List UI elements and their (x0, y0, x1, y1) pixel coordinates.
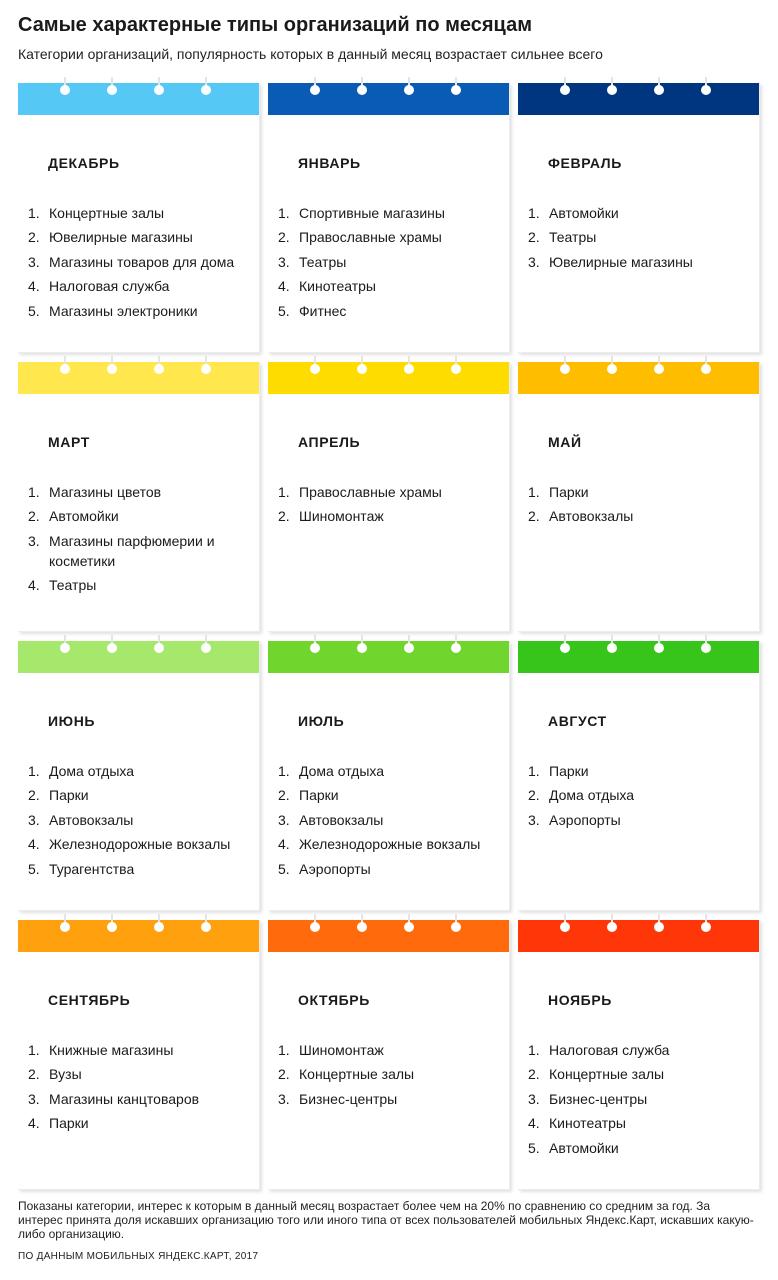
list-item-number: 4. (278, 836, 290, 853)
calendar-ring-icon (607, 356, 617, 376)
list-item-label: Парки (549, 484, 589, 500)
calendar-ring-icon (654, 635, 664, 655)
category-list (278, 482, 503, 531)
list-item-number: 2. (28, 229, 40, 246)
calendar-ring-icon (107, 914, 117, 934)
list-item-label: Ювелирные магазины (49, 229, 193, 246)
calendar-ring-icon (60, 635, 70, 655)
category-list (278, 1040, 503, 1113)
calendar-ring-icon (560, 77, 570, 97)
list-item-number: 2. (278, 229, 290, 246)
list-item-label: Автовокзалы (299, 811, 384, 828)
list-item (278, 761, 503, 781)
list-item (528, 785, 753, 805)
list-item-number: 4. (28, 278, 40, 295)
list-item (528, 506, 753, 526)
month-card (268, 641, 510, 911)
calendar-ring-icon (357, 914, 367, 934)
calendar-ring-icon (404, 914, 414, 934)
list-item-label: Парки (549, 763, 589, 779)
list-item-number: 1. (528, 1042, 540, 1058)
list-item (278, 301, 503, 321)
list-item-number: 1. (278, 205, 290, 221)
list-item-label: Аэропорты (549, 811, 621, 828)
calendar-ring-icon (107, 77, 117, 97)
category-list (28, 761, 253, 883)
list-item-label: Дома отдыха (49, 763, 135, 779)
page-subtitle: Категории организаций, популярность которых в данный месяц возрастает сильнее всего (18, 46, 603, 62)
month-color-band (518, 362, 759, 394)
month-color-band (268, 920, 509, 952)
category-list (528, 761, 753, 834)
calendar-ring-icon (560, 356, 570, 376)
month-color-band (518, 920, 759, 952)
list-item (278, 859, 503, 879)
list-item-number: 2. (278, 1066, 290, 1083)
list-item-label: Кинотеатры (549, 1115, 626, 1132)
list-item-number: 2. (28, 787, 40, 804)
list-item (278, 834, 503, 854)
month-card (18, 920, 260, 1190)
calendar-ring-icon (560, 914, 570, 934)
list-item-number: 5. (528, 1139, 540, 1156)
calendar-ring-icon (701, 356, 711, 376)
list-item-number: 1. (28, 205, 40, 221)
list-item-number: 3. (278, 253, 290, 270)
month-card (18, 641, 260, 911)
month-color-band (268, 641, 509, 673)
list-item (528, 203, 753, 223)
list-item-label: Концертные залы (49, 205, 165, 221)
month-color-band (518, 641, 759, 673)
list-item-number: 1. (278, 763, 290, 779)
page-title: Самые характерные типы организаций по месяцам (18, 14, 533, 36)
calendar-ring-icon (310, 914, 320, 934)
list-item (28, 482, 253, 502)
list-item-number: 3. (28, 532, 40, 549)
list-item-label: Магазины цветов (49, 484, 162, 500)
list-item (28, 1113, 253, 1133)
list-item-label: Налоговая служба (549, 1042, 670, 1058)
list-item-label: Автомойки (549, 1139, 619, 1156)
list-item (28, 252, 253, 272)
list-item-number: 1. (528, 205, 540, 221)
month-card (518, 920, 760, 1190)
list-item-number: 2. (528, 508, 540, 525)
calendar-ring-icon (310, 635, 320, 655)
calendar-ring-icon (201, 914, 211, 934)
calendar-ring-icon (154, 635, 164, 655)
list-item (278, 1064, 503, 1084)
list-item (528, 1064, 753, 1084)
month-name: СЕНТЯБРЬ (48, 992, 131, 1008)
calendar-ring-icon (60, 914, 70, 934)
month-name: МАЙ (548, 434, 582, 450)
list-item-number: 4. (28, 836, 40, 853)
month-color-band (268, 362, 509, 394)
list-item-label: Кинотеатры (299, 278, 376, 295)
list-item-number: 5. (28, 860, 40, 877)
month-card (18, 362, 260, 632)
list-item (278, 227, 503, 247)
list-item-label: Магазины канцтоваров (49, 1090, 200, 1107)
calendar-ring-icon (201, 635, 211, 655)
list-item (28, 1040, 253, 1060)
list-item-label: Книжные магазины (49, 1042, 174, 1058)
list-item (28, 1064, 253, 1084)
month-name: ФЕВРАЛЬ (548, 155, 622, 171)
list-item-number: 1. (278, 484, 290, 500)
list-item-label: Театры (549, 229, 597, 246)
list-item-number: 2. (528, 787, 540, 804)
month-name: ЯНВАРЬ (298, 155, 361, 171)
calendar-grid (18, 83, 760, 1190)
list-item-label: Парки (49, 1115, 89, 1132)
month-color-band (518, 83, 759, 115)
list-item-number: 3. (28, 1090, 40, 1107)
list-item-label: Спортивные магазины (299, 205, 445, 221)
month-name: ИЮНЬ (48, 713, 96, 729)
list-item-label: Бизнес-центры (299, 1090, 398, 1107)
list-item-number: 3. (28, 253, 40, 270)
footnote: Показаны категории, интерес к которым в данный месяц возрастает более чем на 20% по сравнению со средним за год. За интерес принята доля искавших организацию того или иного типа от всех пользователей мобильных Яндекс.Карт, искавших какую-либо организацию. (18, 1199, 754, 1241)
calendar-ring-icon (154, 356, 164, 376)
list-item-number: 2. (528, 229, 540, 246)
month-name: НОЯБРЬ (548, 992, 612, 1008)
list-item (278, 506, 503, 526)
list-item (528, 1113, 753, 1133)
category-list (528, 482, 753, 531)
list-item (278, 276, 503, 296)
calendar-ring-icon (654, 914, 664, 934)
list-item (528, 482, 753, 502)
list-item-label: Ювелирные магазины (549, 253, 693, 270)
list-item-label: Парки (299, 787, 339, 804)
calendar-ring-icon (607, 635, 617, 655)
list-item (28, 761, 253, 781)
calendar-ring-icon (201, 356, 211, 376)
month-name: МАРТ (48, 434, 90, 450)
list-item-number: 1. (528, 763, 540, 779)
list-item-number: 2. (28, 1066, 40, 1083)
list-item-label: Концертные залы (549, 1066, 665, 1083)
list-item (528, 1040, 753, 1060)
list-item-number: 1. (528, 484, 540, 500)
month-card (518, 83, 760, 353)
list-item-label: Магазины товаров для дома (49, 253, 235, 270)
month-card (268, 83, 510, 353)
list-item-label: Железнодорожные вокзалы (49, 836, 231, 853)
list-item-number: 3. (528, 1090, 540, 1107)
calendar-ring-icon (60, 356, 70, 376)
list-item-label: Автомойки (549, 205, 619, 221)
category-list (28, 203, 253, 325)
calendar-ring-icon (107, 356, 117, 376)
calendar-ring-icon (107, 635, 117, 655)
list-item (278, 482, 503, 502)
calendar-ring-icon (357, 356, 367, 376)
list-item (28, 531, 253, 571)
list-item-label: Вузы (49, 1066, 82, 1083)
list-item-number: 2. (278, 787, 290, 804)
list-item-number: 1. (28, 763, 40, 779)
list-item-label: Православные храмы (299, 229, 442, 246)
list-item-label: Театры (299, 253, 347, 270)
list-item-label: Турагентства (49, 860, 135, 877)
calendar-ring-icon (701, 914, 711, 934)
list-item-number: 3. (528, 253, 540, 270)
month-color-band (18, 83, 259, 115)
month-color-band (18, 920, 259, 952)
calendar-ring-icon (310, 77, 320, 97)
calendar-ring-icon (154, 914, 164, 934)
calendar-ring-icon (60, 77, 70, 97)
month-name: АВГУСТ (548, 713, 607, 729)
calendar-ring-icon (701, 77, 711, 97)
calendar-ring-icon (451, 914, 461, 934)
category-list (278, 203, 503, 325)
list-item (528, 761, 753, 781)
list-item-number: 5. (278, 302, 290, 319)
month-card (518, 641, 760, 911)
list-item-label: Шиномонтаж (299, 1042, 384, 1058)
calendar-ring-icon (607, 77, 617, 97)
list-item-label: Магазины электроники (49, 302, 198, 319)
month-name: АПРЕЛЬ (298, 434, 361, 450)
month-color-band (18, 641, 259, 673)
calendar-ring-icon (201, 77, 211, 97)
list-item-label: Шиномонтаж (299, 508, 384, 525)
month-color-band (268, 83, 509, 115)
calendar-ring-icon (154, 77, 164, 97)
month-name: ДЕКАБРЬ (48, 155, 120, 171)
calendar-ring-icon (607, 914, 617, 934)
category-list (528, 203, 753, 276)
list-item-label: Автовокзалы (49, 811, 134, 828)
calendar-ring-icon (560, 635, 570, 655)
list-item (528, 252, 753, 272)
list-item (278, 1089, 503, 1109)
list-item-label: Фитнес (299, 302, 347, 319)
category-list (28, 1040, 253, 1138)
calendar-ring-icon (451, 356, 461, 376)
list-item-number: 1. (28, 1042, 40, 1058)
list-item (528, 1089, 753, 1109)
list-item (28, 859, 253, 879)
source-note: ПО ДАННЫМ МОБИЛЬНЫХ ЯНДЕКС.КАРТ, 2017 (18, 1251, 259, 1262)
month-card (18, 83, 260, 353)
list-item (278, 1040, 503, 1060)
list-item (28, 227, 253, 247)
list-item-label: Аэропорты (299, 860, 371, 877)
list-item-label: Театры (49, 577, 97, 594)
list-item (28, 834, 253, 854)
list-item-label: Парки (49, 787, 89, 804)
list-item (28, 203, 253, 223)
list-item-label: Дома отдыха (299, 763, 385, 779)
calendar-ring-icon (451, 77, 461, 97)
calendar-ring-icon (404, 635, 414, 655)
list-item-number: 1. (278, 1042, 290, 1058)
calendar-ring-icon (654, 77, 664, 97)
list-item (278, 252, 503, 272)
list-item (28, 810, 253, 830)
calendar-ring-icon (357, 635, 367, 655)
month-name: ОКТЯБРЬ (298, 992, 370, 1008)
list-item-label: Бизнес-центры (549, 1090, 648, 1107)
calendar-ring-icon (654, 356, 664, 376)
list-item-number: 5. (28, 302, 40, 319)
list-item-number: 4. (28, 577, 40, 594)
list-item (278, 785, 503, 805)
calendar-ring-icon (357, 77, 367, 97)
list-item-number: 2. (28, 508, 40, 525)
list-item (278, 203, 503, 223)
list-item (28, 301, 253, 321)
category-list (278, 761, 503, 883)
month-card (268, 362, 510, 632)
list-item-number: 3. (28, 811, 40, 828)
list-item-number: 2. (278, 508, 290, 525)
month-name: ИЮЛЬ (298, 713, 345, 729)
list-item-number: 4. (28, 1115, 40, 1132)
category-list (28, 482, 253, 600)
month-color-band (18, 362, 259, 394)
list-item (528, 227, 753, 247)
list-item (528, 810, 753, 830)
list-item (28, 1089, 253, 1109)
calendar-ring-icon (404, 356, 414, 376)
list-item-number: 4. (278, 278, 290, 295)
calendar-ring-icon (701, 635, 711, 655)
list-item-label: Магазины парфюмерии и косметики (49, 532, 215, 569)
list-item (28, 276, 253, 296)
month-card (268, 920, 510, 1190)
list-item-label: Концертные залы (299, 1066, 415, 1083)
month-card (518, 362, 760, 632)
list-item (528, 1138, 753, 1158)
list-item-number: 3. (278, 811, 290, 828)
list-item-number: 1. (28, 484, 40, 500)
list-item (278, 810, 503, 830)
calendar-ring-icon (404, 77, 414, 97)
list-item-label: Православные храмы (299, 484, 442, 500)
list-item-label: Железнодорожные вокзалы (299, 836, 481, 853)
category-list (528, 1040, 753, 1162)
list-item-label: Налоговая служба (49, 278, 170, 295)
list-item-number: 3. (278, 1090, 290, 1107)
list-item (28, 506, 253, 526)
calendar-ring-icon (451, 635, 461, 655)
list-item-label: Дома отдыха (549, 787, 635, 804)
list-item-number: 2. (528, 1066, 540, 1083)
calendar-ring-icon (310, 356, 320, 376)
list-item (28, 575, 253, 595)
list-item (28, 785, 253, 805)
list-item-label: Автовокзалы (549, 508, 634, 525)
list-item-label: Автомойки (49, 508, 119, 525)
list-item-number: 4. (528, 1115, 540, 1132)
list-item-number: 3. (528, 811, 540, 828)
list-item-number: 5. (278, 860, 290, 877)
